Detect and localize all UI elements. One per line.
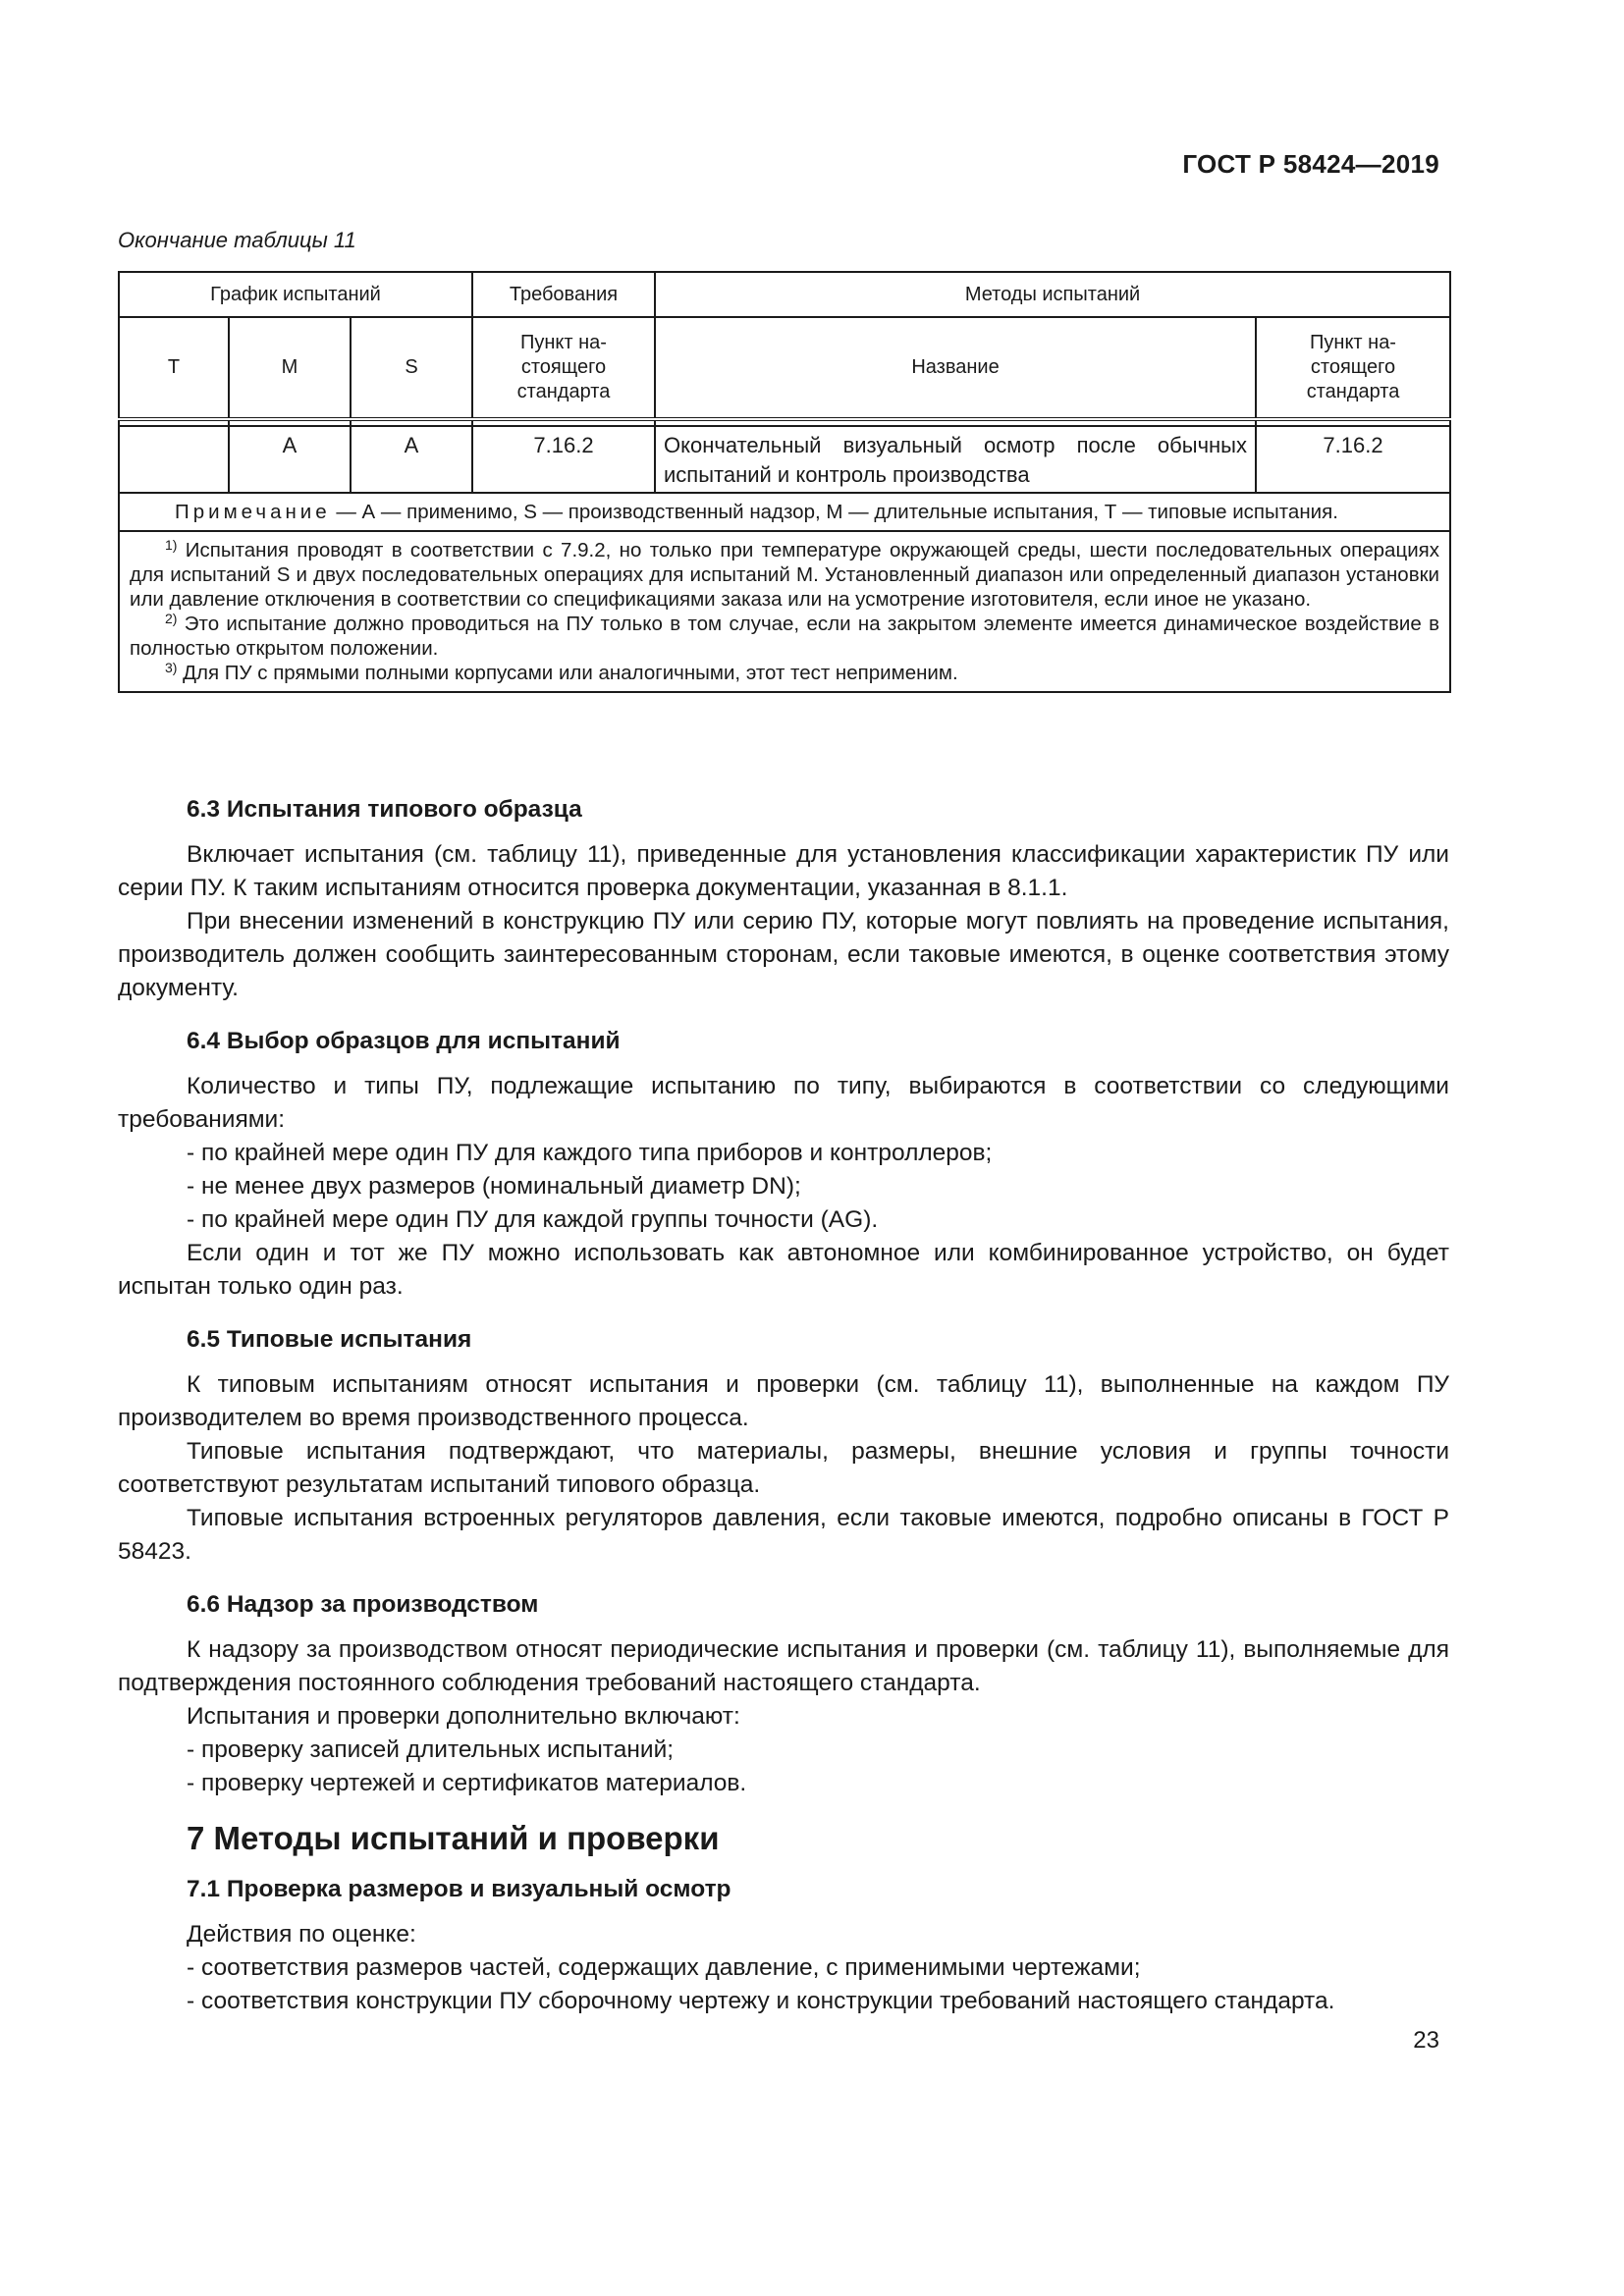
list-item: - по крайней мере один ПУ для каждого типа приборов и контроллеров; (187, 1140, 993, 1166)
section-6-3-title: 6.3 Испытания типового образца (187, 796, 582, 823)
list-item: - соответствия размеров частей, содержащих давление, с применимыми чертежами; (187, 1954, 1141, 1981)
footnote-2 (130, 612, 1439, 661)
footnote-3 (130, 661, 1439, 685)
table-11 (118, 271, 1451, 693)
list-item: - по крайней мере один ПУ для каждой группы точности (AG). (187, 1206, 879, 1233)
footnote-text-1: Испытания проводят в соответствии с 7.9.2, но только при температуре окружающей среды, шести последовательных операциях для испытаний S и двух последовательных операциях для испытаний М. Установленный диапазон или определенный диапазон установки или давление отключения в соответствии со спецификациями заказа или на усмотрение изготовителя, если иное не указано. (130, 539, 1440, 611)
section-7-1-title: 7.1 Проверка размеров и визуальный осмотр (187, 1876, 731, 1902)
document-body (118, 793, 1449, 2038)
table-note (119, 493, 1450, 531)
paragraph: Типовые испытания подтверждают, что материалы, размеры, внешние условия и группы точности соответствуют результатам испытаний типового образца. (118, 1438, 1449, 1498)
header-test-methods: Методы испытаний (655, 272, 1450, 317)
section-6-5 (118, 1323, 1449, 1569)
document-header: ГОСТ Р 58424—2019 (1182, 149, 1439, 179)
paragraph: К типовым испытаниям относят испытания и проверки (см. таблицу 11), выполненные на каждом ПУ производителем во время производственного процесса. (118, 1371, 1449, 1431)
footnote-1 (130, 538, 1439, 612)
footnote-mark-1: 1) (165, 537, 178, 553)
header-req-clause: Пункт на- стоящего стандарта (472, 317, 655, 419)
paragraph: Типовые испытания встроенных регуляторов давления, если таковые имеются, подробно описаны в ГОСТ Р 58423. (118, 1505, 1449, 1565)
header-t: Т (119, 317, 229, 419)
header-m: М (229, 317, 351, 419)
section-6-4 (118, 1025, 1449, 1304)
cell-m: A (229, 426, 351, 493)
header-test-schedule: График испытаний (119, 272, 472, 317)
footnote-mark-3: 3) (165, 660, 178, 675)
note-text: — А — применимо, S — производственный надзор, М — длительные испытания, Т — типовые испытания. (330, 501, 1338, 523)
list-item: - проверку чертежей и сертификатов материалов. (187, 1770, 747, 1796)
section-6-4-title: 6.4 Выбор образцов для испытаний (187, 1028, 621, 1054)
list-item: - проверку записей длительных испытаний; (187, 1736, 675, 1763)
paragraph: К надзору за производством относят периодические испытания и проверки (см. таблицу 11), выполняемые для подтверждения постоянного соблюдения требований настоящего стандарта. (118, 1636, 1449, 1696)
section-7-title: 7 Методы испытаний и проверки (187, 1820, 720, 1856)
cell-s: A (351, 426, 472, 493)
section-6-3 (118, 793, 1449, 1005)
paragraph: При внесении изменений в конструкцию ПУ или серию ПУ, которые могут повлиять на проведение испытания, производитель должен сообщить заинтересованным сторонам, если таковые имеются, в оценке соответствия этому документу. (118, 908, 1449, 1001)
list-item: - не менее двух размеров (номинальный диаметр DN); (187, 1173, 801, 1200)
section-6-6 (118, 1588, 1449, 1800)
note-label: Примечание (175, 501, 331, 523)
paragraph: Количество и типы ПУ, подлежащие испытанию по типу, выбираются в соответствии со следующими требованиями: (118, 1073, 1449, 1133)
page-number: 23 (1413, 2027, 1439, 2054)
cell-req-clause: 7.16.2 (472, 426, 655, 493)
paragraph: Если один и тот же ПУ можно использовать как автономное или комбинированное устройство, он будет испытан только один раз. (118, 1240, 1449, 1300)
header-requirements: Требования (472, 272, 655, 317)
footnote-mark-2: 2) (165, 611, 178, 626)
section-7-1 (118, 1873, 1449, 2018)
paragraph: Включает испытания (см. таблицу 11), приведенные для установления классификации характеристик ПУ или серии ПУ. К таким испытаниям относится проверка документации, указанная в 8.1.1. (118, 841, 1449, 901)
header-name: Название (655, 317, 1256, 419)
cell-t (119, 426, 229, 493)
table-footnotes (119, 531, 1450, 692)
header-s: S (351, 317, 472, 419)
footnote-text-3: Для ПУ с прямыми полными корпусами или аналогичными, этот тест неприменим. (177, 662, 958, 684)
footnote-text-2: Это испытание должно проводиться на ПУ только в том случае, если на закрытом элементе имеется динамическое воздействие в полностью открытом положении. (130, 613, 1440, 660)
header-method-clause: Пункт на- стоящего стандарта (1256, 317, 1450, 419)
section-6-5-title: 6.5 Типовые испытания (187, 1326, 472, 1353)
paragraph: Испытания и проверки дополнительно включают: (187, 1703, 740, 1730)
cell-method-clause: 7.16.2 (1256, 426, 1450, 493)
paragraph: Действия по оценке: (187, 1921, 416, 1948)
table-row (119, 426, 1450, 493)
table-caption: Окончание таблицы 11 (118, 228, 356, 252)
list-item: - соответствия конструкции ПУ сборочному чертежу и конструкции требований настоящего стандарта. (187, 1988, 1335, 2014)
section-6-6-title: 6.6 Надзор за производством (187, 1591, 539, 1618)
cell-name: Окончательный визуальный осмотр после обычных испытаний и контроль производства (655, 426, 1256, 493)
